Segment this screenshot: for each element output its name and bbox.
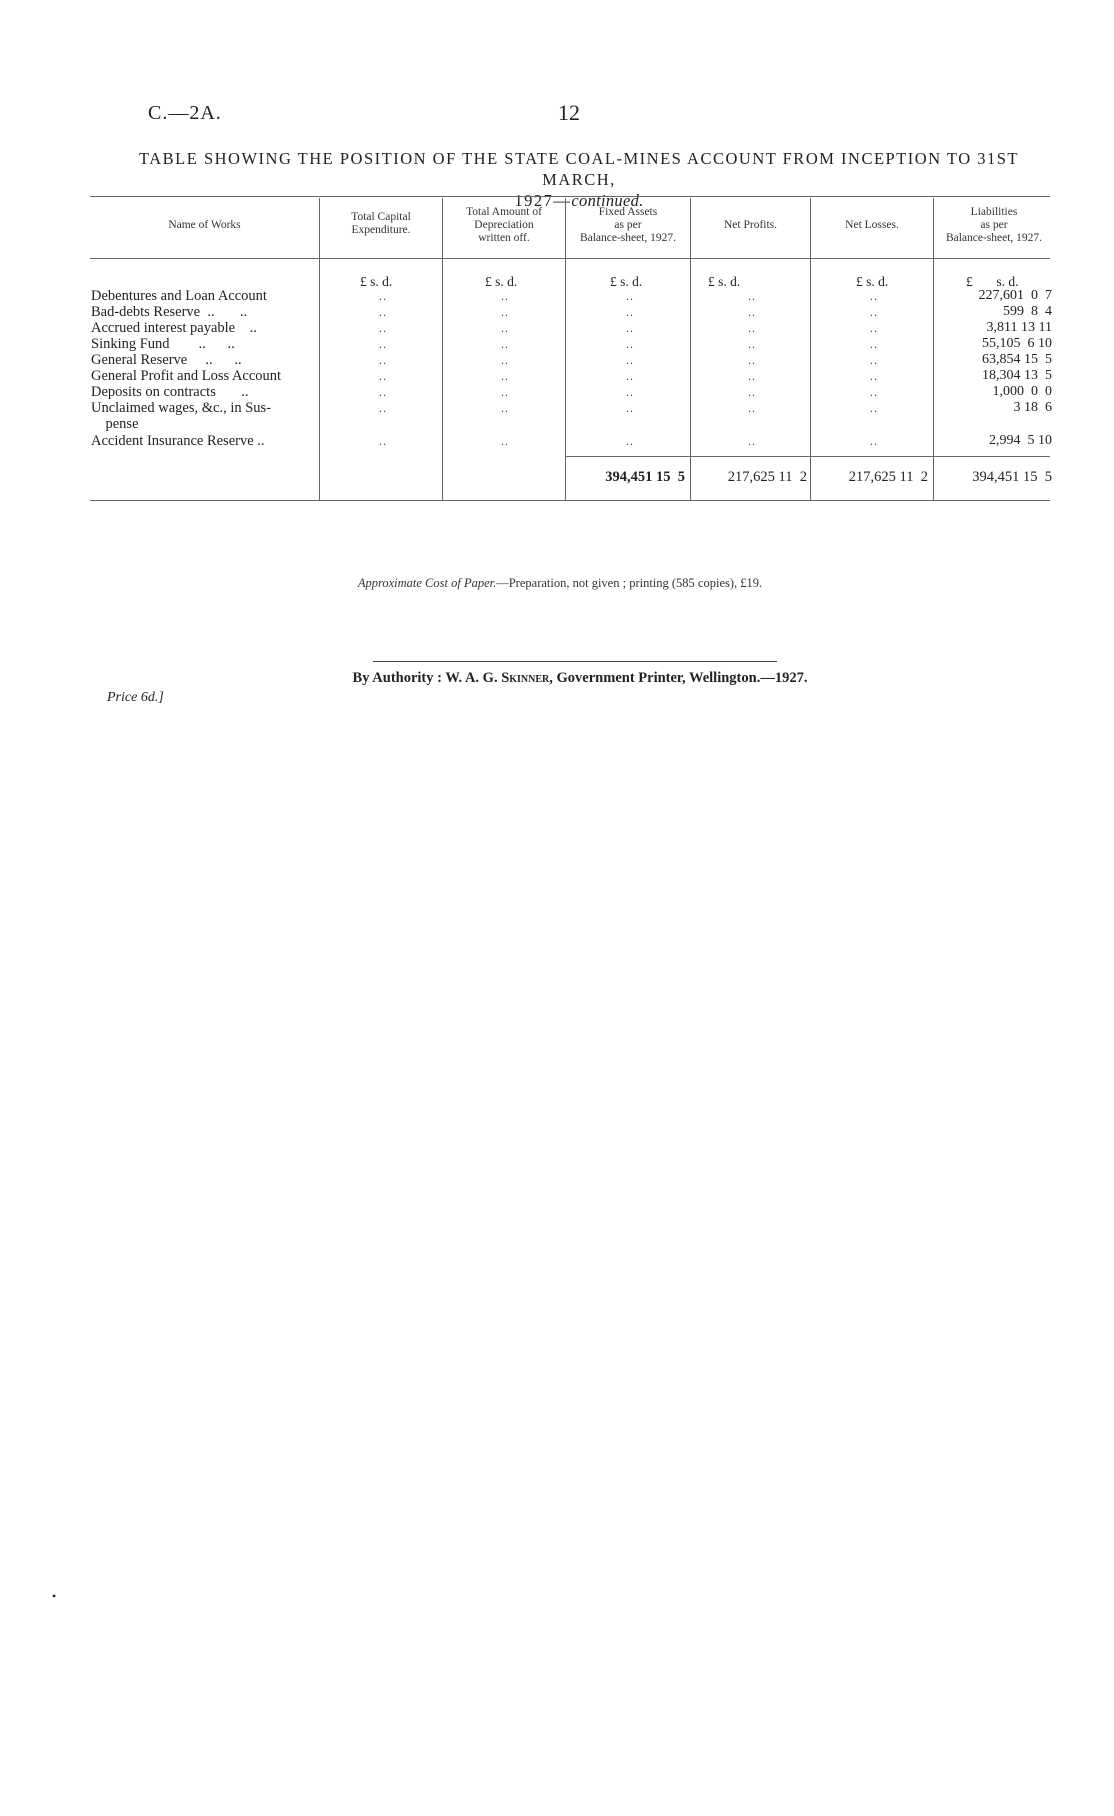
- empty-cell-dots: ..: [379, 305, 387, 319]
- liability-amount: 2,994 5 10: [989, 433, 1052, 448]
- empty-cell-dots: ..: [870, 385, 878, 399]
- empty-cell-dots: ..: [501, 353, 509, 367]
- column-header-net-losses: Net Losses.: [845, 219, 899, 231]
- stray-mark: •: [52, 1589, 57, 1603]
- column-divider: [565, 198, 566, 500]
- empty-cell-dots: ..: [748, 385, 756, 399]
- empty-cell-dots: ..: [748, 337, 756, 351]
- column-divider: [810, 198, 811, 500]
- empty-cell-dots: ..: [748, 369, 756, 383]
- column-header-name-of-works: Name of Works: [168, 219, 241, 231]
- empty-cell-dots: ..: [379, 369, 387, 383]
- empty-cell-dots: ..: [501, 305, 509, 319]
- authority-printer-name: Skinner: [501, 670, 550, 686]
- empty-cell-dots: ..: [870, 369, 878, 383]
- empty-cell-dots: ..: [379, 401, 387, 415]
- liability-amount: 1,000 0 0: [992, 384, 1052, 399]
- liability-amount: 55,105 6 10: [982, 336, 1052, 351]
- empty-cell-dots: ..: [626, 401, 634, 415]
- unit-header: £ s. d.: [856, 274, 889, 289]
- row-name: Accident Insurance Reserve ..: [91, 433, 265, 449]
- empty-cell-dots: ..: [501, 337, 509, 351]
- column-header-liabilities: Liabilities as per Balance-sheet, 1927.: [945, 206, 1043, 244]
- price: Price 6d.]: [107, 690, 164, 705]
- empty-cell-dots: ..: [379, 321, 387, 335]
- header-bottom-rule: [90, 258, 1050, 259]
- liability-amount: 63,854 15 5: [982, 352, 1052, 367]
- title-year: 1927—: [514, 191, 572, 210]
- empty-cell-dots: ..: [870, 353, 878, 367]
- cost-of-paper-note: [100, 576, 1020, 591]
- column-header-total-capital: Total Capital Expenditure.: [351, 211, 411, 236]
- row-name: Accrued interest payable ..: [91, 320, 257, 336]
- authority-suffix: , Government Printer, Wellington.—1927.: [549, 670, 808, 686]
- column-header-fixed-assets: Fixed Assets as per Balance-sheet, 1927.: [579, 206, 677, 244]
- liability-amount: 3 18 6: [1013, 400, 1052, 415]
- printer-authority: [150, 670, 1010, 687]
- table-title: [104, 148, 1054, 211]
- authority-rule: [373, 661, 777, 662]
- empty-cell-dots: ..: [870, 337, 878, 351]
- empty-cell-dots: ..: [626, 385, 634, 399]
- row-name: Unclaimed wages, &c., in Sus- pense: [91, 400, 272, 432]
- empty-cell-dots: ..: [626, 353, 634, 367]
- column-divider: [319, 198, 320, 500]
- unit-header: £ s. d.: [966, 274, 1019, 289]
- empty-cell-dots: ..: [748, 321, 756, 335]
- cost-note-text: —Preparation, not given ; printing (585 copies), £19.: [496, 576, 763, 590]
- empty-cell-dots: ..: [626, 321, 634, 335]
- empty-cell-dots: ..: [501, 401, 509, 415]
- empty-cell-dots: ..: [379, 434, 387, 448]
- empty-cell-dots: ..: [501, 289, 509, 303]
- empty-cell-dots: ..: [748, 401, 756, 415]
- empty-cell-dots: ..: [626, 305, 634, 319]
- total-net-profits: 217,625 11 2: [727, 469, 807, 485]
- liability-amount: 599 8 4: [1003, 304, 1052, 319]
- total-liabilities: 394,451 15 5: [972, 469, 1052, 485]
- column-header-net-profits: Net Profits.: [723, 219, 778, 231]
- authority-prefix: By Authority : W. A. G.: [352, 670, 502, 686]
- empty-cell-dots: ..: [501, 321, 509, 335]
- page-number: 12: [558, 100, 580, 125]
- unit-header: £ s. d.: [708, 274, 741, 289]
- empty-cell-dots: ..: [870, 289, 878, 303]
- row-name: Debentures and Loan Account: [91, 288, 267, 304]
- unit-header: £ s. d.: [610, 274, 643, 289]
- empty-cell-dots: ..: [379, 385, 387, 399]
- row-name: General Profit and Loss Account: [91, 368, 282, 384]
- liability-amount: 3,811 13 11: [986, 320, 1052, 335]
- row-name: General Reserve .. ..: [91, 352, 242, 368]
- title-continued: continued.: [571, 191, 644, 210]
- column-divider: [690, 198, 691, 500]
- liability-amount: 18,304 13 5: [982, 368, 1052, 383]
- row-name: Bad-debts Reserve .. ..: [91, 304, 248, 320]
- row-name: Deposits on contracts ..: [91, 384, 249, 400]
- table-bottom-rule: [90, 500, 1050, 501]
- table-top-rule: [90, 196, 1050, 197]
- empty-cell-dots: ..: [870, 321, 878, 335]
- liability-amount: 227,601 0 7: [978, 288, 1052, 303]
- row-name: Sinking Fund .. ..: [91, 336, 235, 352]
- empty-cell-dots: ..: [748, 434, 756, 448]
- empty-cell-dots: ..: [379, 353, 387, 367]
- totals-rule: [566, 456, 1050, 457]
- total-net-losses: 217,625 11 2: [848, 469, 928, 485]
- empty-cell-dots: ..: [626, 434, 634, 448]
- empty-cell-dots: ..: [870, 305, 878, 319]
- unit-header: £ s. d.: [360, 274, 393, 289]
- empty-cell-dots: ..: [501, 385, 509, 399]
- empty-cell-dots: ..: [748, 289, 756, 303]
- empty-cell-dots: ..: [870, 401, 878, 415]
- empty-cell-dots: ..: [501, 434, 509, 448]
- cost-note-label: Approximate Cost of Paper.: [357, 576, 497, 590]
- empty-cell-dots: ..: [379, 289, 387, 303]
- total-fixed-assets: 394,451 15 5: [605, 469, 685, 485]
- report-reference: C.—2A.: [148, 102, 222, 124]
- column-divider: [442, 198, 443, 500]
- empty-cell-dots: ..: [626, 289, 634, 303]
- empty-cell-dots: ..: [748, 305, 756, 319]
- empty-cell-dots: ..: [626, 369, 634, 383]
- unit-header: £ s. d.: [485, 274, 518, 289]
- empty-cell-dots: ..: [870, 434, 878, 448]
- empty-cell-dots: ..: [626, 337, 634, 351]
- column-header-depreciation: Total Amount of Depreciation written off.: [466, 206, 542, 244]
- title-line-1: TABLE SHOWING THE POSITION OF THE STATE COAL-MINES ACCOUNT FROM INCEPTION TO 31ST MARCH,: [138, 149, 1020, 189]
- empty-cell-dots: ..: [379, 337, 387, 351]
- empty-cell-dots: ..: [501, 369, 509, 383]
- empty-cell-dots: ..: [748, 353, 756, 367]
